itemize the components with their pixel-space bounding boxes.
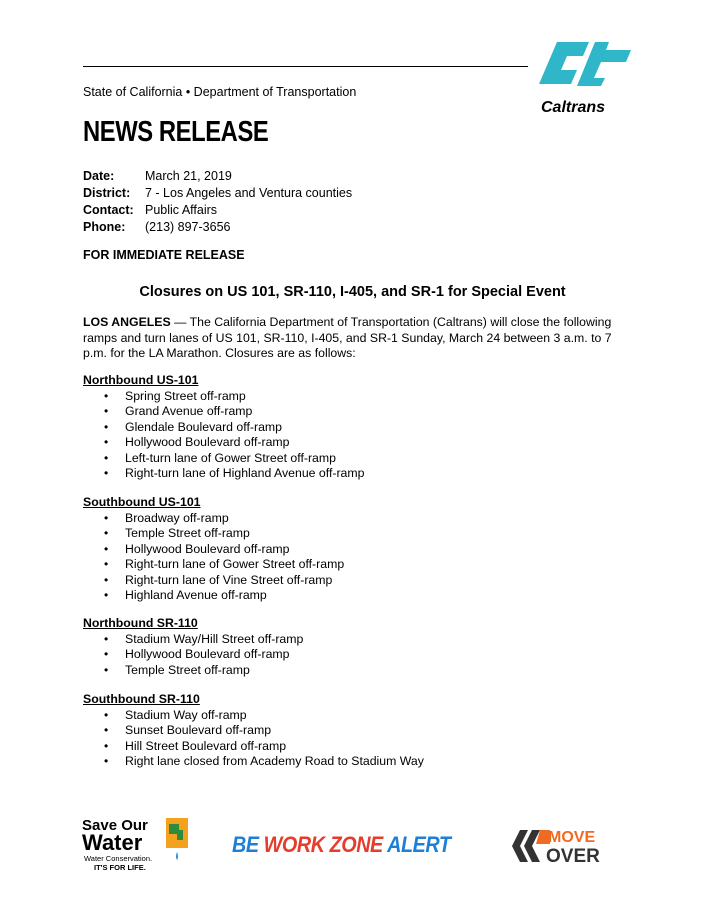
wza-alert: ALERT (387, 832, 451, 857)
move-line1: MOVE (548, 829, 596, 846)
meta-district-label: District: (83, 186, 131, 200)
section-heading: Northbound SR-110 (83, 616, 198, 630)
list-item: • Grand Avenue off-ramp (83, 404, 364, 420)
section-northbound-us101 (83, 373, 364, 482)
list-item: • Highland Avenue off-ramp (83, 588, 344, 604)
list-item: • Right-turn lane of Gower Street off-ramp (83, 557, 344, 573)
dateline: LOS ANGELES (83, 315, 171, 329)
meta-phone-label: Phone: (83, 220, 126, 234)
meta-date-label: Date: (83, 169, 115, 183)
list-item: • Hollywood Boulevard off-ramp (83, 435, 364, 451)
list-item: • Stadium Way/Hill Street off-ramp (83, 632, 303, 648)
list-item: • Hollywood Boulevard off-ramp (83, 542, 344, 558)
caltrans-logo-text: Caltrans (541, 99, 606, 116)
meta-district-value: 7 - Los Angeles and Ventura counties (145, 186, 353, 200)
list-item: • Hollywood Boulevard off-ramp (83, 647, 303, 663)
agency-name: State of California • Department of Transportation (83, 85, 357, 99)
sow-line4: IT'S FOR LIFE. (94, 863, 146, 872)
be-work-zone-alert-logo (232, 832, 451, 858)
list-item: • Stadium Way off-ramp (83, 708, 424, 724)
section-heading: Northbound US-101 (83, 373, 199, 387)
faucet-icon (166, 818, 188, 860)
meta-contact-label: Contact: (83, 203, 134, 217)
list-item: • Glendale Boulevard off-ramp (83, 420, 364, 436)
list-item: • Right-turn lane of Vine Street off-ramp (83, 573, 344, 589)
move-over-logo (510, 826, 620, 866)
list-item: • Hill Street Boulevard off-ramp (83, 739, 424, 755)
wza-work-zone: WORK ZONE (263, 832, 388, 857)
move-line2: OVER (546, 846, 600, 866)
caltrans-logo (527, 38, 642, 123)
save-our-water-logo (80, 814, 190, 874)
meta-date-value: March 21, 2019 (145, 169, 232, 183)
list-item: • Broadway off-ramp (83, 511, 344, 527)
list-item: • Temple Street off-ramp (83, 526, 344, 542)
list-item: • Right-turn lane of Highland Avenue off-ramp (83, 466, 364, 482)
list-item: • Temple Street off-ramp (83, 663, 303, 679)
list-item: • Right lane closed from Academy Road to Stadium Way (83, 754, 424, 770)
closure-list (83, 389, 364, 482)
closure-list (83, 632, 303, 679)
lede-body: — The California Department of Transportation (Caltrans) will close the following ramps and turn lanes of US 101, SR-110, I-405, and SR-1 Sunday, March 24 between 3 a.m. to 7 p.m. for the LA Marathon. Closures are as follows: (83, 315, 612, 360)
closure-list (83, 511, 344, 604)
wza-be: BE (232, 832, 264, 857)
sow-line3: Water Conservation. (84, 854, 153, 863)
list-item: • Spring Street off-ramp (83, 389, 364, 405)
meta-phone-value: (213) 897-3656 (145, 220, 231, 234)
sow-line1: Save Our (82, 817, 148, 834)
list-item: • Left-turn lane of Gower Street off-ramp (83, 451, 364, 467)
list-item: • Sunset Boulevard off-ramp (83, 723, 424, 739)
section-southbound-us101 (83, 495, 344, 604)
meta-contact (83, 202, 352, 219)
release-meta (83, 168, 352, 236)
immediate-release: FOR IMMEDIATE RELEASE (83, 248, 245, 262)
release-title: Closures on US 101, SR-110, I-405, and SR-1 for Special Event (139, 284, 566, 300)
lede-paragraph (83, 315, 628, 362)
meta-phone (83, 219, 352, 236)
section-southbound-sr110 (83, 692, 424, 770)
closure-list (83, 708, 424, 770)
header-rule (83, 66, 528, 67)
section-heading: Southbound US-101 (83, 495, 201, 509)
section-northbound-sr110 (83, 616, 303, 678)
sow-line2: Water (82, 830, 143, 855)
meta-date (83, 168, 352, 185)
chevron-icon (512, 830, 540, 862)
news-release-headline: NEWS RELEASE (83, 116, 269, 148)
section-heading: Southbound SR-110 (83, 692, 200, 706)
meta-district (83, 185, 352, 202)
meta-contact-value: Public Affairs (145, 203, 218, 217)
